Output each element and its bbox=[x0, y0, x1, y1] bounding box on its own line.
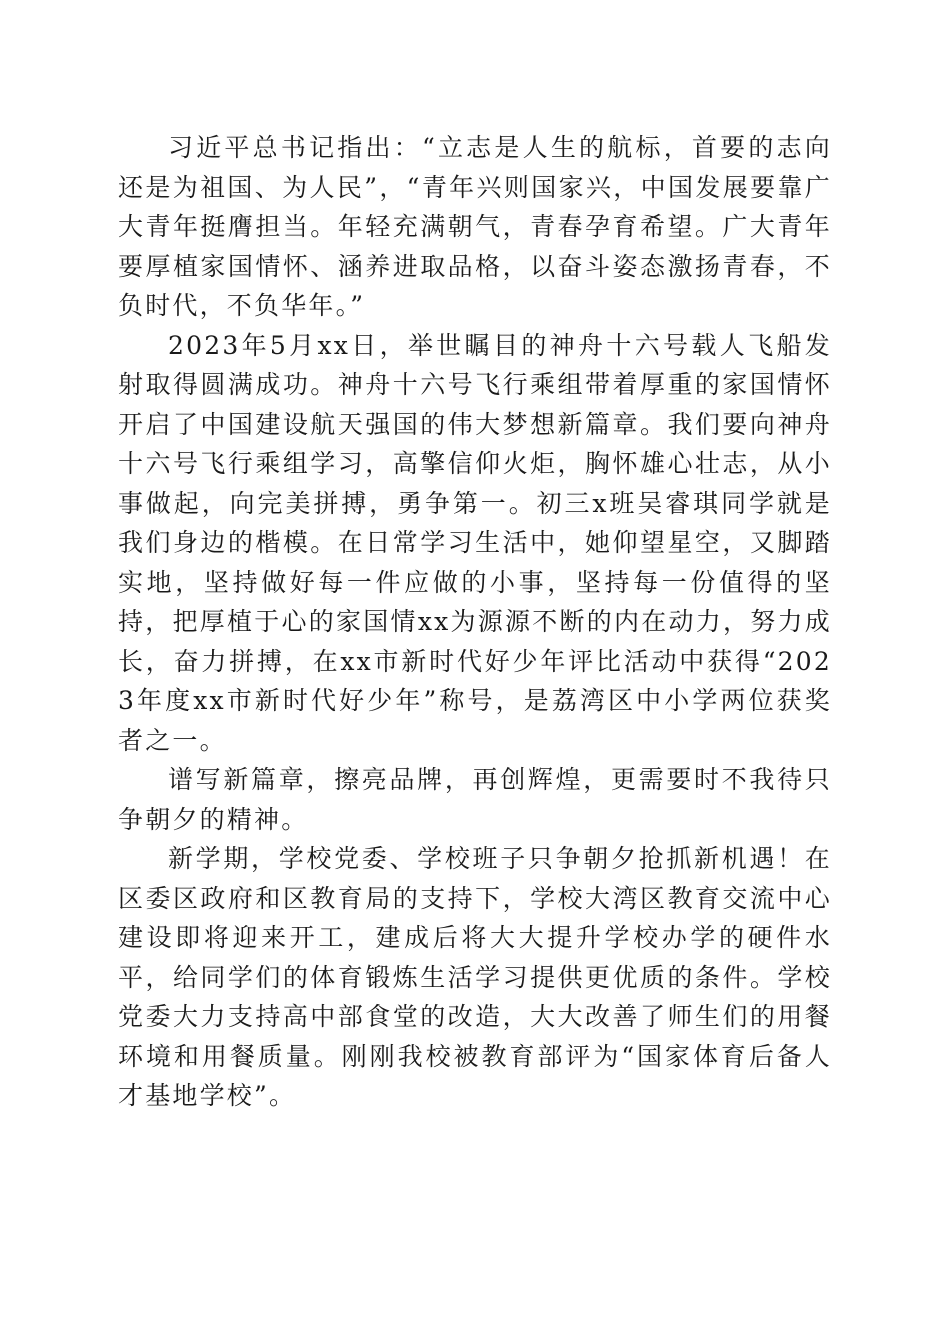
paragraph-2: 2023年5月xx日，举世瞩目的神舟十六号载人飞船发射取得圆满成功。神舟十六号飞行乘组带着厚重的家国情怀开启了中国建设航天强国的伟大梦想新篇章。我们要向神舟十六号飞行乘组学习，高擎信仰火炬，胸怀雄心壮志，从小事做起，向完美拼搏，勇争第一。初三x班吴睿琪同学就是我们身边的楷模。在日常学习生活中，她仰望星空，又脚踏实地，坚持做好每一件应做的小事，坚持每一份值得的坚持，把厚植于心的家国情xx为源源不断的内在动力，努力成长，奋力拼搏，在xx市新时代好少年评比活动中获得“2023年度xx市新时代好少年”称号，是荔湾区中小学两位获奖者之一。 bbox=[118, 330, 832, 755]
document-body bbox=[118, 128, 832, 1116]
paragraph-4: 新学期，学校党委、学校班子只争朝夕抢抓新机遇！在区委区政府和区教育局的支持下，学校大湾区教育交流中心建设即将迎来开工，建成后将大大提升学校办学的硬件水平，给同学们的体育锻炼生活学习提供更优质的条件。学校党委大力支持高中部食堂的改造，大大改善了师生们的用餐环境和用餐质量。刚刚我校被教育部评为“国家体育后备人才基地学校”。 bbox=[118, 844, 832, 1110]
paragraph-3: 谱写新篇章，擦亮品牌，再创辉煌，更需要时不我待只争朝夕的精神。 bbox=[118, 765, 832, 834]
paragraph-1: 习近平总书记指出：“立志是人生的航标，首要的志向还是为祖国、为人民”，“青年兴则国家兴，中国发展要靠广大青年挺膺担当。年轻充满朝气，青春孕育希望。广大青年要厚植家国情怀、涵养进取品格，以奋斗姿态激扬青春，不负时代，不负华年。” bbox=[118, 133, 832, 320]
